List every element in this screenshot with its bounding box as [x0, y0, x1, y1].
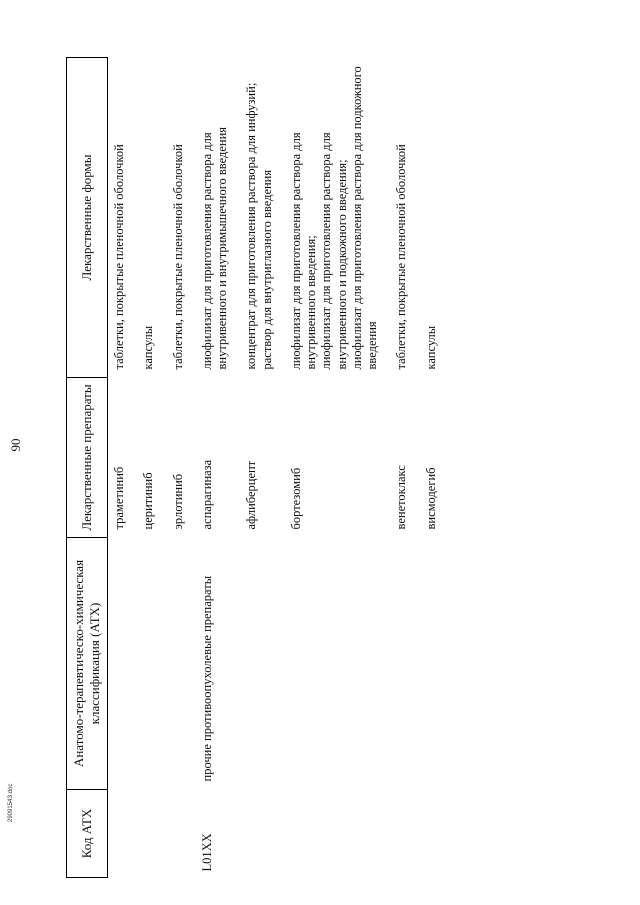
dosage-form-line: таблетки, покрытые пленочной оболочкой: [112, 144, 126, 370]
table-row: [390, 58, 419, 878]
classification-cell: [137, 538, 166, 790]
dosage-forms-cell: [285, 58, 391, 378]
dosage-forms-cell: [108, 58, 138, 378]
atx-code-cell: L01XX: [199, 833, 214, 872]
dosage-forms-cell: [390, 58, 419, 378]
atx-code-cell: [240, 790, 285, 878]
dosage-form-line: лиофилизат для приготовления раствора для внутривенного и внутримышечного введения: [199, 126, 229, 370]
dosage-form-line: таблетки, покрытые пленочной оболочкой: [394, 144, 409, 370]
classification-cell: прочие противоопухолевые препараты: [199, 575, 214, 782]
atx-code-cell: [390, 790, 419, 878]
dosage-forms-cell: [167, 58, 196, 378]
dosage-forms-cell: [137, 58, 166, 378]
table-row: [137, 58, 166, 878]
drug-name-cell: церитиниб: [141, 472, 156, 530]
dosage-forms-cell: [420, 58, 449, 378]
table-row: [285, 58, 391, 878]
dosage-form-line: капсулы: [423, 325, 438, 370]
drug-name-cell: висмодегиб: [423, 467, 438, 530]
atx-code-cell: [137, 790, 166, 878]
atx-code-cell: [167, 790, 196, 878]
table-row: [196, 58, 241, 878]
drug-name-cell: траметиниб: [112, 466, 126, 530]
dosage-form-line: таблетки, покрытые пленочной оболочкой: [170, 144, 185, 370]
classification-cell: [167, 538, 196, 790]
header-classification: Анатомо-терапевтическо-химическая классификация (АТХ): [67, 538, 108, 790]
page-number: 90: [8, 438, 23, 452]
dosage-form-line: раствор для внутриглазного введения: [259, 169, 274, 370]
header-forms: Лекарственные формы: [67, 58, 108, 378]
drug-name-cell: бортезомиб: [288, 467, 303, 530]
atx-code-cell: [108, 790, 138, 878]
drug-name-cell: эрлотиниб: [170, 473, 185, 530]
dosage-form-line: капсулы: [141, 325, 156, 370]
dosage-forms-cell: [240, 58, 285, 378]
table-row: [420, 58, 449, 878]
dosage-form-line: лиофилизат для приготовления раствора для подкожного введения: [349, 66, 379, 370]
classification-cell: [420, 538, 449, 790]
table-row: [240, 58, 285, 878]
table-body: [108, 58, 449, 878]
dosage-forms-cell: [196, 58, 241, 378]
classification-cell: [108, 538, 138, 790]
footer-file-mark: 2909154З.doc: [8, 783, 14, 822]
dosage-form-line: концентрат для приготовления раствора для инфузий;: [244, 82, 259, 370]
drug-name-cell: аспарагиназа: [199, 459, 214, 530]
dosage-form-line: лиофилизат для приготовления раствора для внутривенного и подкожного введения;: [319, 132, 349, 370]
atx-code-cell: [420, 790, 449, 878]
dosage-form-line: лиофилизат для приготовления раствора для внутривенного введения;: [288, 132, 318, 370]
table-row: [167, 58, 196, 878]
table-header-row: [67, 58, 108, 878]
atx-table: [66, 57, 449, 878]
classification-cell: [285, 538, 391, 790]
atx-code-cell: [285, 790, 391, 878]
drug-name-cell: афлиберцепт: [244, 460, 259, 530]
drug-name-cell: венетоклакс: [394, 465, 409, 530]
header-code: Код АТХ: [67, 790, 108, 878]
classification-cell: [240, 538, 285, 790]
table-row: [108, 58, 138, 878]
classification-cell: [390, 538, 419, 790]
header-drugs: Лекарственные препараты: [67, 378, 108, 538]
